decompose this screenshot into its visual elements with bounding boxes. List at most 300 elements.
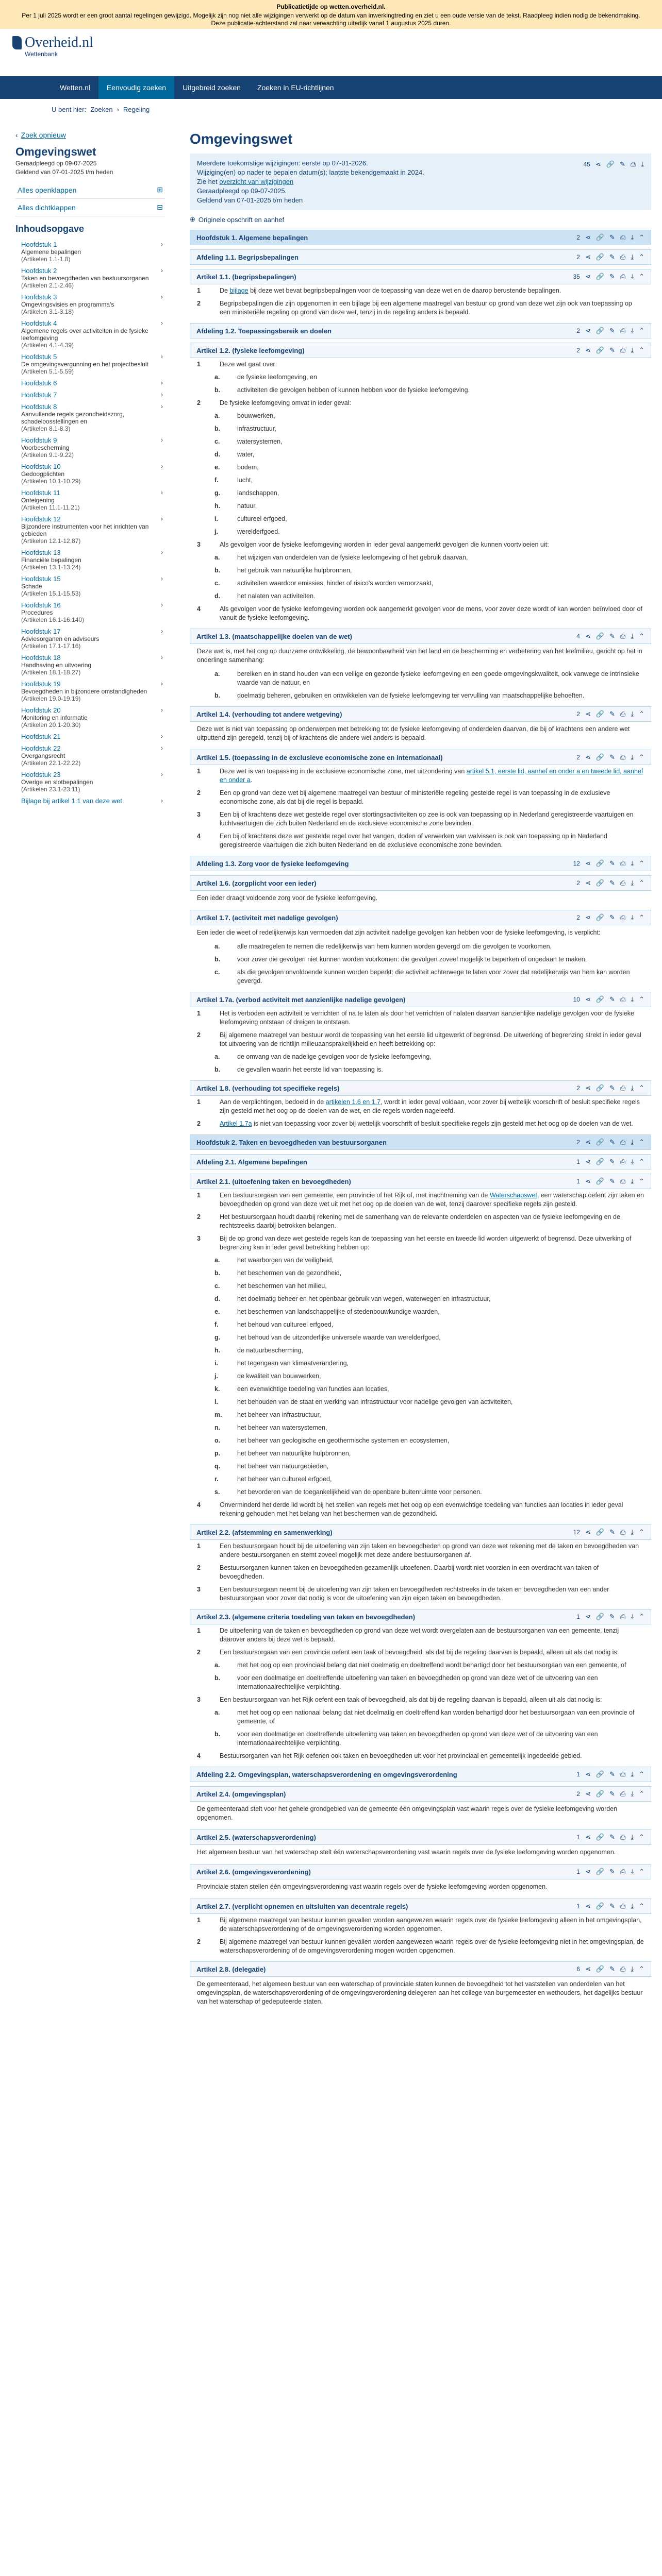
- toc-item[interactable]: [15, 377, 165, 389]
- share-icon[interactable]: ⋖: [585, 1770, 591, 1778]
- section-title: Artikel 1.6. (zorgplicht voor een ieder): [196, 879, 317, 887]
- chevron-up-icon[interactable]: ⌃: [639, 1902, 644, 1910]
- section-toolbar: [576, 1902, 644, 1910]
- comment-icon[interactable]: ✎: [609, 233, 615, 241]
- toc-item[interactable]: [15, 742, 165, 769]
- section-bar[interactable]: [190, 910, 651, 925]
- print-icon[interactable]: ⎙: [620, 1528, 626, 1536]
- download-icon[interactable]: ⤓: [631, 1613, 634, 1620]
- list-item-number: h.: [214, 1347, 221, 1354]
- share-icon[interactable]: ⋖: [585, 1833, 591, 1841]
- toc-item-t3: (Artikelen 22.1-22.22): [21, 759, 81, 767]
- print-icon[interactable]: ⎙: [620, 1833, 626, 1841]
- toc-item[interactable]: [15, 731, 165, 742]
- section-bar[interactable]: [190, 249, 651, 265]
- toc-item-t3: (Artikelen 10.1-10.29): [21, 478, 81, 485]
- chevron-up-icon[interactable]: ⌃: [639, 253, 644, 261]
- comment-icon[interactable]: ✎: [609, 273, 615, 280]
- original-heading-toggle[interactable]: [190, 215, 651, 224]
- chevron-up-icon[interactable]: ⌃: [639, 1138, 644, 1146]
- download-icon[interactable]: ⤓: [631, 327, 634, 334]
- link-icon[interactable]: 🔗: [595, 913, 605, 921]
- section-title: Artikel 1.8. (verhouding tot specifieke regels): [196, 1084, 340, 1092]
- toc-item-texts: [21, 549, 81, 571]
- chevron-up-icon[interactable]: ⌃: [639, 1084, 644, 1092]
- download-icon[interactable]: ⤓: [631, 1790, 634, 1798]
- section-bar[interactable]: [190, 1829, 651, 1845]
- download-icon[interactable]: ⤓: [631, 273, 634, 280]
- link-icon[interactable]: 🔗: [595, 753, 605, 761]
- section-bar[interactable]: [190, 323, 651, 338]
- breadcrumb: [0, 99, 662, 120]
- list-item-number: 2: [197, 1213, 201, 1221]
- download-icon[interactable]: ⤓: [631, 1770, 634, 1778]
- toc-item-texts: [21, 733, 61, 740]
- notice-text: Per 1 juli 2025 wordt er een groot aantal regelingen gewijzigd. Mogelijk zijn nog niet alle wijzigingen verwerkt op de datum van inwerkingtreding en ziet u een oude versie van de tekst. Raadpleeg indien nodig de bekendmaking. Deze publicatie-achterstand zal naar verwachting uiterlijk vanaf 1 augustus 2025 duren.: [22, 12, 640, 27]
- comment-icon[interactable]: ✎: [609, 753, 615, 761]
- list-item-number: 2: [197, 1564, 201, 1571]
- comment-icon[interactable]: ✎: [619, 160, 625, 168]
- toc-item-t2: Aanvullende regels gezondheidszorg, schadeloosstellingen en: [21, 411, 125, 425]
- toc-item-t1: Hoofdstuk 7: [21, 391, 57, 399]
- chevron-up-icon[interactable]: ⌃: [639, 1833, 644, 1841]
- link-icon[interactable]: 🔗: [595, 327, 605, 334]
- download-icon[interactable]: ⤓: [631, 879, 634, 887]
- chevron-up-icon[interactable]: ⌃: [639, 1790, 644, 1798]
- toc-item-t3: (Artikelen 17.1-17.16): [21, 642, 81, 650]
- download-icon[interactable]: ⤓: [631, 913, 634, 921]
- comment-icon[interactable]: ✎: [609, 253, 615, 261]
- toc-item[interactable]: [15, 401, 165, 434]
- share-icon[interactable]: ⋖: [585, 1158, 591, 1165]
- breadcrumb-item-zoeken[interactable]: Zoeken: [90, 105, 113, 113]
- link-icon[interactable]: 🔗: [595, 233, 605, 241]
- list-item: [190, 1659, 651, 1672]
- link-icon[interactable]: 🔗: [595, 1868, 605, 1875]
- share-icon[interactable]: ⋖: [585, 859, 591, 867]
- print-icon[interactable]: ⎙: [630, 160, 636, 168]
- back-link-label[interactable]: Zoek opnieuw: [21, 131, 66, 139]
- toc-item[interactable]: [15, 625, 165, 652]
- section-count: 2: [576, 754, 580, 761]
- list-item-text: [220, 1191, 644, 1209]
- logo-subtitle: Wettenbank: [25, 50, 58, 58]
- print-icon[interactable]: ⎙: [620, 995, 626, 1003]
- list-item: [190, 384, 651, 397]
- share-icon[interactable]: ⋖: [585, 995, 591, 1003]
- list-item-number: j.: [214, 1372, 218, 1380]
- share-icon[interactable]: ⋖: [585, 753, 591, 761]
- list-item: [190, 966, 651, 988]
- link-icon[interactable]: 🔗: [595, 1613, 605, 1620]
- list-item: [190, 1096, 651, 1117]
- chevron-up-icon[interactable]: ⌃: [639, 1158, 644, 1165]
- comment-icon[interactable]: ✎: [609, 1770, 615, 1778]
- toc-item[interactable]: [15, 487, 165, 513]
- list-item: [190, 1211, 651, 1232]
- download-icon[interactable]: ⤓: [631, 710, 634, 718]
- toc-item-texts: [21, 628, 99, 650]
- print-icon[interactable]: ⎙: [620, 273, 626, 280]
- text-pre: Deze wet is van toepassing in de exclusieve economische zone, met uitzondering van: [220, 768, 467, 775]
- toc-item-t1: Bijlage bij artikel 1.1 van deze wet: [21, 797, 122, 805]
- section-bar[interactable]: [190, 875, 651, 891]
- section-count: 2: [576, 710, 580, 718]
- toc-item[interactable]: [15, 291, 165, 317]
- download-icon[interactable]: ⤓: [631, 1528, 634, 1536]
- overview-link[interactable]: overzicht van wijzigingen: [219, 178, 294, 185]
- list-item-text: Een bij of krachtens deze wet gestelde regel over het vangen, doden of verwerken van walvissen is ook van toepassing op in Nederland geregistreerde vaartuigen die zich buiten Nederland en de exclusieve economische zone bevinden.: [220, 833, 607, 849]
- section-title: Artikel 2.1. (uitoefening taken en bevoegdheden): [196, 1177, 351, 1185]
- chevron-up-icon[interactable]: ⌃: [639, 327, 644, 334]
- toc-item-t1: Hoofdstuk 15: [21, 575, 61, 583]
- section-bar[interactable]: [190, 992, 651, 1007]
- print-icon[interactable]: ⎙: [620, 1613, 626, 1620]
- print-icon[interactable]: ⎙: [620, 1084, 626, 1092]
- comment-icon[interactable]: ✎: [609, 995, 615, 1003]
- collapse-all-button[interactable]: [15, 199, 165, 216]
- inline-link[interactable]: artikelen 1.6 en 1.7: [325, 1098, 381, 1106]
- comment-icon[interactable]: ✎: [609, 1177, 615, 1185]
- list-item-number: 1: [197, 1192, 201, 1199]
- link-icon[interactable]: 🔗: [595, 879, 605, 887]
- chevron-up-icon[interactable]: ⌃: [639, 233, 644, 241]
- comment-icon[interactable]: ✎: [609, 1528, 615, 1536]
- chevron-up-icon[interactable]: ⌃: [639, 753, 644, 761]
- toc-item[interactable]: [15, 317, 165, 351]
- print-icon[interactable]: ⎙: [620, 710, 626, 718]
- section-bar[interactable]: [190, 1154, 651, 1170]
- chevron-right-icon: ›: [161, 744, 163, 752]
- share-icon[interactable]: ⋖: [585, 632, 591, 640]
- back-link[interactable]: [15, 120, 165, 145]
- section-bar[interactable]: [190, 1961, 651, 1977]
- print-icon[interactable]: ⎙: [620, 1965, 626, 1973]
- expand-all-button[interactable]: [15, 181, 165, 199]
- share-icon[interactable]: ⋖: [585, 346, 591, 354]
- section-bar[interactable]: [190, 629, 651, 644]
- section-bar[interactable]: [190, 1899, 651, 1914]
- download-icon[interactable]: ⤓: [631, 1965, 634, 1973]
- print-icon[interactable]: ⎙: [620, 346, 626, 354]
- section-bar[interactable]: [190, 1864, 651, 1879]
- download-icon[interactable]: ⤓: [631, 233, 634, 241]
- list-item-text: De fysieke leefomgeving omvat in ieder geval:: [220, 399, 351, 406]
- link-icon[interactable]: 🔗: [595, 1902, 605, 1910]
- toc-item-t1: Hoofdstuk 11: [21, 489, 60, 497]
- link-icon[interactable]: 🔗: [595, 1833, 605, 1841]
- expand-icon: ⊞: [157, 185, 163, 194]
- chevron-up-icon[interactable]: ⌃: [639, 1613, 644, 1620]
- share-icon[interactable]: ⋖: [585, 273, 591, 280]
- link-icon[interactable]: 🔗: [595, 995, 605, 1003]
- share-icon[interactable]: ⋖: [585, 327, 591, 334]
- comment-icon[interactable]: ✎: [609, 1868, 615, 1875]
- download-icon[interactable]: ⤓: [641, 160, 644, 168]
- toc-item-t2: Overige en slotbepalingen: [21, 778, 93, 786]
- print-icon[interactable]: ⎙: [620, 233, 626, 241]
- share-icon[interactable]: ⋖: [585, 233, 591, 241]
- toc-item[interactable]: [15, 389, 165, 401]
- comment-icon[interactable]: ✎: [609, 879, 615, 887]
- print-icon[interactable]: ⎙: [620, 327, 626, 334]
- chevron-up-icon[interactable]: ⌃: [639, 1770, 644, 1778]
- toc-item-texts: [21, 706, 88, 728]
- download-icon[interactable]: ⤓: [631, 859, 634, 867]
- download-icon[interactable]: ⤓: [631, 1158, 634, 1165]
- toc-item-texts: [21, 463, 80, 485]
- comment-icon[interactable]: ✎: [609, 913, 615, 921]
- print-icon[interactable]: ⎙: [620, 1158, 626, 1165]
- link-icon[interactable]: 🔗: [595, 273, 605, 280]
- share-icon[interactable]: ⋖: [595, 160, 601, 168]
- list-item-number: q.: [214, 1463, 221, 1470]
- toc-item-t3: (Artikelen 16.1-16.140): [21, 616, 85, 623]
- share-icon[interactable]: ⋖: [585, 1528, 591, 1536]
- link-icon[interactable]: 🔗: [595, 346, 605, 354]
- comment-icon[interactable]: ✎: [609, 632, 615, 640]
- download-icon[interactable]: ⤓: [631, 632, 634, 640]
- print-icon[interactable]: ⎙: [620, 913, 626, 921]
- toc-item[interactable]: [15, 513, 165, 547]
- comment-icon[interactable]: ✎: [609, 327, 615, 334]
- list-item-number: 1: [197, 1627, 201, 1634]
- comment-icon[interactable]: ✎: [609, 346, 615, 354]
- inline-link[interactable]: Artikel 1.7a: [220, 1120, 252, 1127]
- list-item: [190, 397, 651, 410]
- link-icon[interactable]: 🔗: [595, 710, 605, 718]
- comment-icon[interactable]: ✎: [609, 1613, 615, 1620]
- print-icon[interactable]: ⎙: [620, 1790, 626, 1798]
- print-icon[interactable]: ⎙: [620, 859, 626, 867]
- section-bar[interactable]: [190, 1134, 651, 1150]
- toc-item[interactable]: [15, 265, 165, 291]
- toc-item[interactable]: [15, 652, 165, 678]
- toc-item[interactable]: [15, 461, 165, 487]
- comment-icon[interactable]: ✎: [609, 1833, 615, 1841]
- toc-item[interactable]: [15, 573, 165, 599]
- download-icon[interactable]: ⤓: [631, 1833, 634, 1841]
- list-item: [190, 953, 651, 966]
- chevron-up-icon[interactable]: ⌃: [639, 1965, 644, 1973]
- chevron-up-icon[interactable]: ⌃: [639, 346, 644, 354]
- nav-uitgebreid-zoeken[interactable]: Uitgebreid zoeken: [183, 83, 241, 92]
- download-icon[interactable]: ⤓: [631, 346, 634, 354]
- section-toolbar: [576, 1770, 644, 1778]
- list-item-number: n.: [214, 1424, 221, 1431]
- chevron-up-icon[interactable]: ⌃: [639, 913, 644, 921]
- chevron-up-icon[interactable]: ⌃: [639, 632, 644, 640]
- toc-item-texts: [21, 267, 149, 289]
- list-item-number: 3: [197, 1586, 201, 1593]
- toc-item-t3: (Artikelen 12.1-12.87): [21, 537, 81, 545]
- download-icon[interactable]: ⤓: [631, 995, 634, 1003]
- link-icon[interactable]: 🔗: [595, 1528, 605, 1536]
- share-icon[interactable]: ⋖: [585, 1965, 591, 1973]
- list-item-number: d.: [214, 1295, 221, 1302]
- toc-item-t1: Hoofdstuk 3: [21, 293, 57, 301]
- section-bar[interactable]: [190, 856, 651, 871]
- link-icon[interactable]: 🔗: [595, 1770, 605, 1778]
- list-item: [190, 1331, 651, 1344]
- chevron-up-icon[interactable]: ⌃: [639, 1868, 644, 1875]
- link-icon[interactable]: 🔗: [595, 859, 605, 867]
- list-item-number: j.: [214, 528, 218, 535]
- toc-item-texts: [21, 601, 84, 623]
- share-icon[interactable]: ⋖: [585, 879, 591, 887]
- print-icon[interactable]: ⎙: [620, 632, 626, 640]
- nav-wetten[interactable]: Wetten.nl: [60, 83, 90, 92]
- share-icon[interactable]: ⋖: [585, 1868, 591, 1875]
- section-count: 1: [576, 1868, 580, 1875]
- comment-icon[interactable]: ✎: [609, 1158, 615, 1165]
- download-icon[interactable]: ⤓: [631, 1084, 634, 1092]
- section-title: Afdeling 1.1. Begripsbepalingen: [196, 253, 299, 261]
- list-item-number: h.: [214, 502, 221, 510]
- section-bar[interactable]: [190, 750, 651, 765]
- toc-item-texts: [21, 744, 80, 767]
- section-bar[interactable]: [190, 230, 651, 245]
- link-icon[interactable]: 🔗: [595, 1965, 605, 1973]
- comment-icon[interactable]: ✎: [609, 710, 615, 718]
- chevron-up-icon[interactable]: ⌃: [639, 710, 644, 718]
- download-icon[interactable]: ⤓: [631, 1177, 634, 1185]
- list-item: [190, 1267, 651, 1280]
- chevron-right-icon: ›: [161, 706, 163, 714]
- share-icon[interactable]: ⋖: [585, 1084, 591, 1092]
- download-icon[interactable]: ⤓: [631, 753, 634, 761]
- link-icon[interactable]: 🔗: [595, 632, 605, 640]
- list-item: [190, 689, 651, 702]
- share-icon[interactable]: ⋖: [585, 913, 591, 921]
- share-icon[interactable]: ⋖: [585, 1138, 591, 1146]
- download-icon[interactable]: ⤓: [631, 1902, 634, 1910]
- list-item-text: infrastructuur,: [237, 425, 276, 432]
- section-count: 1: [576, 1613, 580, 1620]
- chevron-up-icon[interactable]: ⌃: [639, 1177, 644, 1185]
- link-icon[interactable]: 🔗: [595, 1177, 605, 1185]
- section-toolbar: [576, 879, 644, 887]
- comment-icon[interactable]: ✎: [609, 1902, 615, 1910]
- inline-link[interactable]: Waterschapswet: [489, 1192, 537, 1199]
- section-bar[interactable]: [190, 1767, 651, 1782]
- print-icon[interactable]: ⎙: [620, 253, 626, 261]
- toc-item[interactable]: [15, 769, 165, 795]
- toc-item[interactable]: [15, 704, 165, 731]
- section-bar[interactable]: [190, 1080, 651, 1096]
- share-icon[interactable]: ⋖: [585, 1902, 591, 1910]
- print-icon[interactable]: ⎙: [620, 1902, 626, 1910]
- toc-item[interactable]: [15, 599, 165, 625]
- sidebar: [15, 120, 165, 807]
- logo[interactable]: [12, 35, 93, 58]
- toc-item-t1: Hoofdstuk 16: [21, 601, 61, 609]
- print-icon[interactable]: ⎙: [620, 879, 626, 887]
- share-icon[interactable]: ⋖: [585, 1177, 591, 1185]
- toc-item-t1: Hoofdstuk 13: [21, 549, 61, 556]
- chevron-right-icon: ›: [161, 549, 163, 556]
- list-item-number: 2: [197, 1649, 201, 1656]
- download-icon[interactable]: ⤓: [631, 1138, 634, 1146]
- list-item-text: Bij algemene maatregel van bestuur kunnen gevallen worden aangewezen waarin regels over de fysieke leefomgeving alleen in het omgevingsplan, de waterschapsverordening of de omgevingsverordening worden opgenomen.: [220, 1917, 642, 1933]
- list-item-text: de gevallen waarin het eerste lid van toepassing is.: [237, 1066, 383, 1073]
- toc-item[interactable]: [15, 678, 165, 704]
- section-bar[interactable]: [190, 706, 651, 722]
- comment-icon[interactable]: ✎: [609, 1965, 615, 1973]
- link-icon[interactable]: 🔗: [595, 1084, 605, 1092]
- share-icon[interactable]: ⋖: [585, 1790, 591, 1798]
- comment-icon[interactable]: ✎: [609, 1138, 615, 1146]
- section-bar[interactable]: [190, 1524, 651, 1540]
- list-item-number: p.: [214, 1450, 221, 1457]
- chevron-right-icon: ›: [161, 515, 163, 522]
- section-bar[interactable]: [190, 1786, 651, 1802]
- download-icon[interactable]: ⤓: [631, 253, 634, 261]
- list-item-number: a.: [214, 412, 220, 419]
- comment-icon[interactable]: ✎: [609, 859, 615, 867]
- list-item: [190, 1486, 651, 1499]
- chevron-up-icon[interactable]: ⌃: [639, 859, 644, 867]
- comment-icon[interactable]: ✎: [609, 1790, 615, 1798]
- list-item: [190, 808, 651, 830]
- comment-icon[interactable]: ✎: [609, 1084, 615, 1092]
- toc-item[interactable]: [15, 434, 165, 461]
- list-item-text: Het bestuursorgaan houdt daarbij rekening met de samenhang van de relevante onderdelen en aspecten van de fysieke leefomgeving en de rechtstreeks daarbij betrokken belangen.: [220, 1213, 620, 1229]
- toc-item-t2: Voorbescherming: [21, 444, 70, 451]
- section-count: 2: [576, 879, 580, 887]
- chevron-up-icon[interactable]: ⌃: [639, 879, 644, 887]
- inline-link[interactable]: artikel 5.1, eerste lid, aanhef en onder a en tweede lid, aanhef en onder a: [220, 768, 643, 784]
- nav-eu-richtlijnen[interactable]: Zoeken in EU-richtlijnen: [257, 83, 334, 92]
- list-item: [190, 1370, 651, 1383]
- inline-link[interactable]: bijlage: [229, 287, 249, 294]
- toc-item[interactable]: [15, 795, 165, 807]
- chevron-up-icon[interactable]: ⌃: [639, 995, 644, 1003]
- toc-item[interactable]: [15, 351, 165, 377]
- list-item: [190, 1189, 651, 1211]
- list-item-text: Bij algemene maatregel van bestuur kunnen gevallen worden aangewezen waarin regels over de fysieke leefomgeving niet in het omgevingsplan, de waterschapsverordening of de omgevingsverordening mogen worden opgenomen.: [220, 1938, 644, 1954]
- section-bar[interactable]: [190, 1174, 651, 1189]
- list-item-text: Onverminderd het derde lid wordt bij het stellen van regels met het oog op een evenwichtige toedeling van functies aan locaties in ieder geval rekening gehouden met het belang van het beschermen van de gezondheid.: [220, 1501, 623, 1517]
- download-icon[interactable]: ⤓: [631, 1868, 634, 1875]
- main-content: [190, 120, 651, 2009]
- link-icon[interactable]: 🔗: [606, 160, 615, 168]
- logo-mark-icon: [12, 36, 22, 49]
- chevron-up-icon[interactable]: ⌃: [639, 1528, 644, 1536]
- link-icon[interactable]: 🔗: [595, 1158, 605, 1165]
- print-icon[interactable]: ⎙: [620, 1177, 626, 1185]
- section-bar[interactable]: [190, 1609, 651, 1624]
- print-icon[interactable]: ⎙: [620, 1868, 626, 1875]
- link-icon[interactable]: 🔗: [595, 1790, 605, 1798]
- chevron-up-icon[interactable]: ⌃: [639, 273, 644, 280]
- share-icon[interactable]: ⋖: [585, 710, 591, 718]
- share-icon[interactable]: ⋖: [585, 253, 591, 261]
- toc-item[interactable]: [15, 547, 165, 573]
- toc-item-t3: (Artikelen 8.1-8.3): [21, 425, 71, 432]
- link-icon[interactable]: 🔗: [595, 253, 605, 261]
- section-bar[interactable]: [190, 343, 651, 358]
- print-icon[interactable]: ⎙: [620, 1138, 626, 1146]
- toc-item[interactable]: [15, 239, 165, 265]
- link-icon[interactable]: 🔗: [595, 1138, 605, 1146]
- section-bar[interactable]: [190, 269, 651, 284]
- toc-item-t1: Hoofdstuk 17: [21, 628, 61, 635]
- print-icon[interactable]: ⎙: [620, 1770, 626, 1778]
- nav-eenvoudig-zoeken[interactable]: Eenvoudig zoeken: [98, 76, 174, 99]
- share-icon[interactable]: ⋖: [585, 1613, 591, 1620]
- print-icon[interactable]: ⎙: [620, 753, 626, 761]
